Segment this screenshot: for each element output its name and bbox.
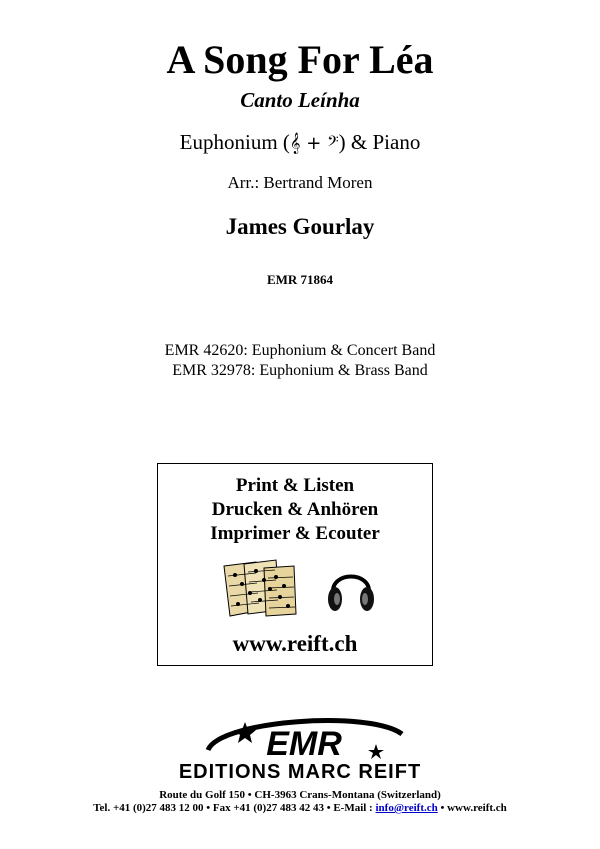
contact-website: • www.reift.ch — [437, 802, 507, 814]
print-listen-box — [157, 463, 433, 666]
arranger: Arr.: Bertrand Moren — [227, 173, 373, 192]
composer: James Gourlay — [225, 214, 375, 239]
related-editions — [0, 341, 600, 381]
promo-line-german: Drucken & Anhören — [211, 499, 379, 520]
headphones-icon — [326, 561, 376, 615]
sheet-music-icon — [220, 558, 300, 618]
logo-text: EMR — [266, 725, 342, 763]
catalog-number: EMR 71864 — [266, 272, 334, 287]
related-edition-item: EMR 32978: Euphonium & Brass Band — [172, 362, 428, 379]
contact-phone-fax: Tel. +41 (0)27 483 12 00 • Fax +41 (0)27 483 42 43 • E-Mail : — [93, 802, 376, 814]
promo-line-french: Imprimer & Ecouter — [210, 523, 380, 544]
instrumentation-after: ) & Piano — [338, 130, 421, 154]
related-edition-item: EMR 42620: Euphonium & Concert Band — [164, 342, 436, 359]
publisher-name: EDITIONS MARC REIFT — [178, 761, 422, 783]
score-subtitle: Canto Leínha — [240, 88, 360, 112]
publisher-address: Route du Golf 150 • CH-3963 Crans-Montana (Switzerland) — [159, 789, 441, 801]
clef-symbols: 𝄞 + 𝄢 — [289, 133, 339, 154]
score-title: A Song For Léa — [166, 37, 434, 82]
email-link[interactable]: info@reift.ch — [375, 802, 438, 814]
publisher-contact — [0, 801, 600, 815]
promo-line-english: Print & Listen — [235, 475, 355, 496]
instrumentation-before: Euphonium ( — [179, 130, 290, 154]
instrumentation — [0, 129, 600, 157]
promo-url: www.reift.ch — [232, 631, 358, 656]
